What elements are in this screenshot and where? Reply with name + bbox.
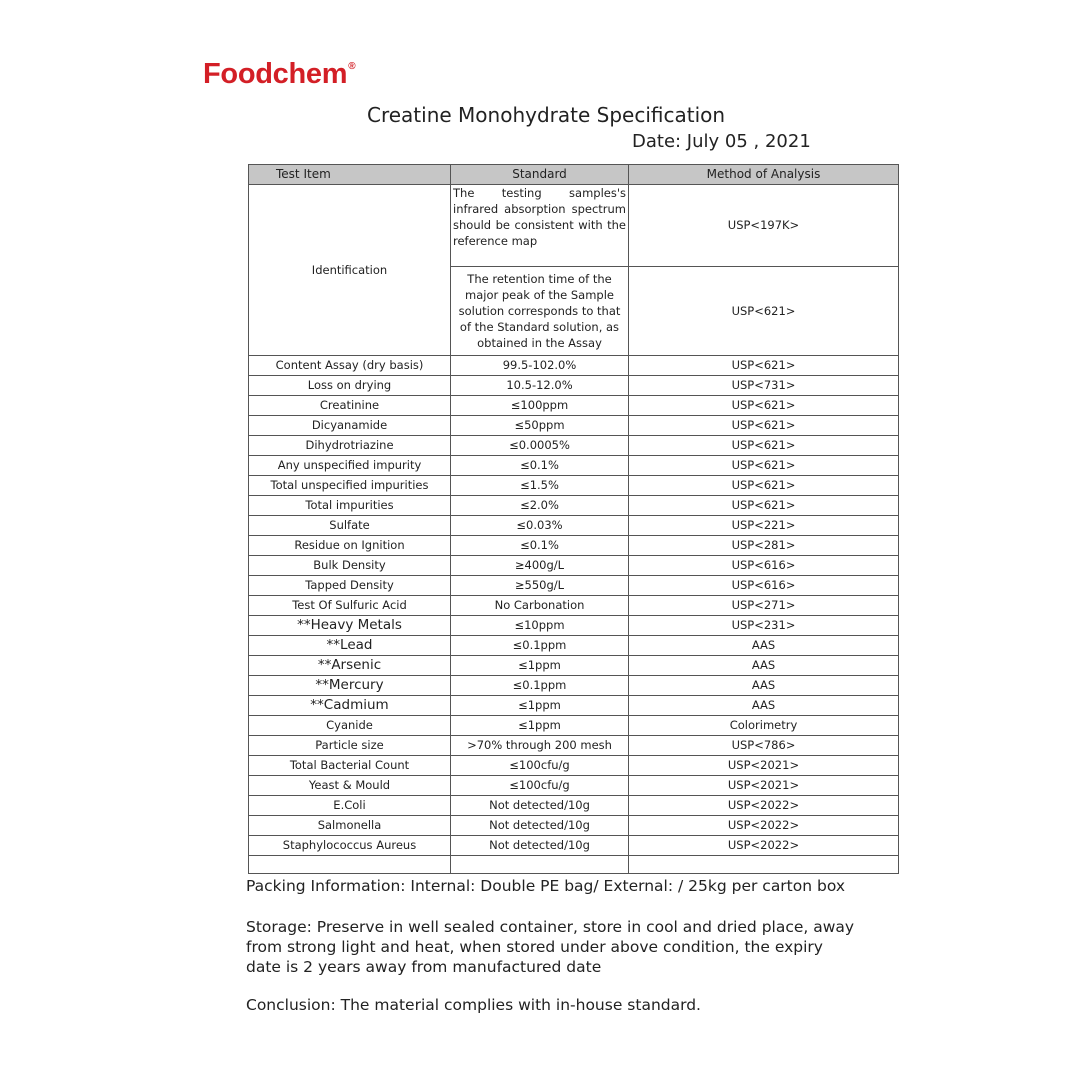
row-test-item: Any unspecified impurity: [249, 456, 451, 476]
empty-cell: [451, 856, 629, 874]
row-standard: ≤100cfu/g: [451, 756, 629, 776]
table-row: [249, 476, 899, 496]
table-row: [249, 776, 899, 796]
row-method: USP<2022>: [629, 796, 899, 816]
row-test-item: **Heavy Metals: [249, 616, 451, 636]
table-row: [249, 676, 899, 696]
row-standard: ≥550g/L: [451, 576, 629, 596]
row-method: USP<621>: [629, 496, 899, 516]
row-method: USP<231>: [629, 616, 899, 636]
row-test-item: Total impurities: [249, 496, 451, 516]
row-standard: ≤0.1%: [451, 536, 629, 556]
row-method: USP<2021>: [629, 756, 899, 776]
row-standard: ≤10ppm: [451, 616, 629, 636]
row-standard: ≤1ppm: [451, 716, 629, 736]
identification-standard-hplc: The retention time of the major peak of the Sample solution corresponds to that of the Standard solution, as obtained in the Assay: [451, 267, 629, 356]
row-standard: 10.5-12.0%: [451, 376, 629, 396]
row-test-item: Bulk Density: [249, 556, 451, 576]
table-row: [249, 696, 899, 716]
table-header-row: [249, 165, 899, 185]
row-test-item: **Lead: [249, 636, 451, 656]
table-row: [249, 536, 899, 556]
row-test-item: **Mercury: [249, 676, 451, 696]
row-standard: 99.5-102.0%: [451, 356, 629, 376]
row-test-item: Yeast & Mould: [249, 776, 451, 796]
specification-table: [248, 164, 899, 874]
row-method: USP<2022>: [629, 816, 899, 836]
row-method: USP<621>: [629, 476, 899, 496]
header-method: Method of Analysis: [629, 165, 899, 185]
row-standard: ≤0.1ppm: [451, 676, 629, 696]
row-standard: ≤0.1%: [451, 456, 629, 476]
identification-method-hplc: USP<621>: [629, 267, 899, 356]
row-method: Colorimetry: [629, 716, 899, 736]
row-standard: >70% through 200 mesh: [451, 736, 629, 756]
row-test-item: **Arsenic: [249, 656, 451, 676]
table-row: [249, 596, 899, 616]
row-method: AAS: [629, 656, 899, 676]
row-method: USP<616>: [629, 556, 899, 576]
row-test-item: Cyanide: [249, 716, 451, 736]
row-standard: Not detected/10g: [451, 796, 629, 816]
row-test-item: Test Of Sulfuric Acid: [249, 596, 451, 616]
table-row: [249, 376, 899, 396]
identification-standard-ir: The testing samples's infrared absorption spectrum should be consistent with the reference map: [451, 185, 629, 267]
row-method: USP<271>: [629, 596, 899, 616]
header-test-item: Test Item: [249, 165, 451, 185]
row-test-item: Total Bacterial Count: [249, 756, 451, 776]
row-test-item: Creatinine: [249, 396, 451, 416]
row-method: USP<616>: [629, 576, 899, 596]
row-standard: ≤0.0005%: [451, 436, 629, 456]
table-row: [249, 456, 899, 476]
row-method: USP<281>: [629, 536, 899, 556]
table-row: [249, 396, 899, 416]
table-row: [249, 416, 899, 436]
row-method: USP<731>: [629, 376, 899, 396]
row-standard: ≤1ppm: [451, 656, 629, 676]
row-method: AAS: [629, 676, 899, 696]
row-test-item: Dihydrotriazine: [249, 436, 451, 456]
row-method: USP<621>: [629, 456, 899, 476]
table-row: [249, 736, 899, 756]
row-standard: ≤0.03%: [451, 516, 629, 536]
row-test-item: Staphylococcus Aureus: [249, 836, 451, 856]
row-test-item: E.Coli: [249, 796, 451, 816]
row-test-item: Residue on Ignition: [249, 536, 451, 556]
table-row: [249, 816, 899, 836]
table-row: [249, 656, 899, 676]
table-row: [249, 716, 899, 736]
table-row-identification-1: [249, 185, 899, 267]
table-row: [249, 636, 899, 656]
row-standard: Not detected/10g: [451, 836, 629, 856]
row-standard: ≤2.0%: [451, 496, 629, 516]
row-test-item: Content Assay (dry basis): [249, 356, 451, 376]
row-method: USP<621>: [629, 356, 899, 376]
row-test-item: Particle size: [249, 736, 451, 756]
table-row: [249, 756, 899, 776]
row-method: USP<621>: [629, 436, 899, 456]
row-method: USP<2022>: [629, 836, 899, 856]
table-row: [249, 356, 899, 376]
document-date: Date: July 05 , 2021: [632, 131, 811, 152]
identification-method-ir: USP<197K>: [629, 185, 899, 267]
table-row: [249, 436, 899, 456]
header-standard: Standard: [451, 165, 629, 185]
table-row: [249, 516, 899, 536]
foodchem-logo: [203, 60, 355, 89]
row-method: USP<221>: [629, 516, 899, 536]
row-test-item: **Cadmium: [249, 696, 451, 716]
row-method: AAS: [629, 636, 899, 656]
row-test-item: Dicyanamide: [249, 416, 451, 436]
row-test-item: Sulfate: [249, 516, 451, 536]
registered-mark: ®: [348, 61, 356, 72]
conclusion: Conclusion: The material complies with in-house standard.: [246, 996, 701, 1014]
row-method: USP<2021>: [629, 776, 899, 796]
table-row: [249, 616, 899, 636]
row-standard: ≤100ppm: [451, 396, 629, 416]
storage-information: Storage: Preserve in well sealed container, store in cool and dried place, away from strong light and heat, when stored under above condition, the expiry date is 2 years away from manufactured date: [246, 918, 855, 976]
row-method: USP<621>: [629, 416, 899, 436]
row-test-item: Tapped Density: [249, 576, 451, 596]
row-standard: ≤100cfu/g: [451, 776, 629, 796]
row-standard: ≤0.1ppm: [451, 636, 629, 656]
packing-information: Packing Information: Internal: Double PE bag/ External: / 25kg per carton box: [246, 877, 846, 895]
row-test-item: Loss on drying: [249, 376, 451, 396]
row-standard: ≤1.5%: [451, 476, 629, 496]
row-method: USP<621>: [629, 396, 899, 416]
row-method: USP<786>: [629, 736, 899, 756]
identification-item: Identification: [249, 185, 451, 356]
table-row: [249, 836, 899, 856]
brand-name: Foodchem: [203, 58, 348, 90]
row-test-item: Total unspecified impurities: [249, 476, 451, 496]
table-row: [249, 556, 899, 576]
table-row: [249, 796, 899, 816]
document-title: Creatine Monohydrate Specification: [367, 103, 726, 127]
row-method: AAS: [629, 696, 899, 716]
row-test-item: Salmonella: [249, 816, 451, 836]
row-standard: ≤50ppm: [451, 416, 629, 436]
row-standard: No Carbonation: [451, 596, 629, 616]
empty-cell: [629, 856, 899, 874]
row-standard: Not detected/10g: [451, 816, 629, 836]
empty-cell: [249, 856, 451, 874]
table-row: [249, 576, 899, 596]
row-standard: ≤1ppm: [451, 696, 629, 716]
row-standard: ≥400g/L: [451, 556, 629, 576]
table-row: [249, 496, 899, 516]
table-row-empty: [249, 856, 899, 874]
